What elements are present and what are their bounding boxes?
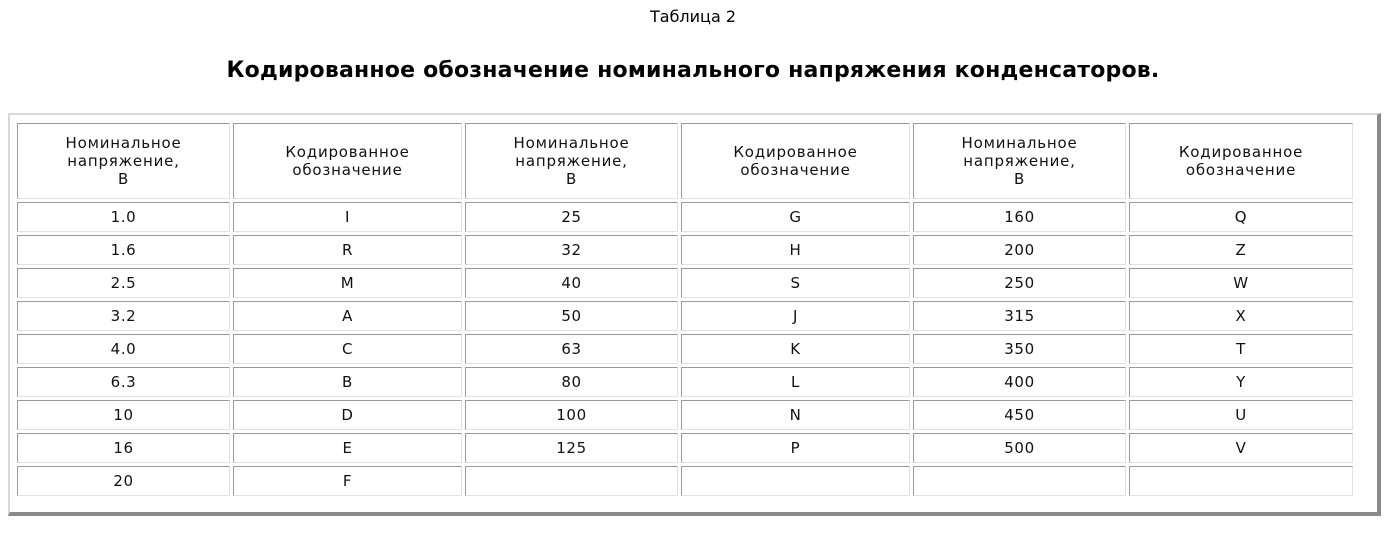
cell-code: I	[233, 202, 462, 232]
cell-voltage: 315	[913, 301, 1126, 331]
cell-voltage: 1.0	[17, 202, 230, 232]
header-line: В	[1013, 170, 1026, 188]
table-row	[17, 202, 1353, 232]
cell-code: S	[681, 268, 910, 298]
cell-code: A	[233, 301, 462, 331]
cell-voltage: 400	[913, 367, 1126, 397]
cell-voltage: 25	[465, 202, 678, 232]
header-line: Номинальное	[961, 134, 1078, 152]
header-coded-designation	[681, 123, 910, 199]
header-line: напряжение,	[67, 152, 180, 170]
cell-code: W	[1129, 268, 1353, 298]
cell-voltage: 40	[465, 268, 678, 298]
cell-voltage: 125	[465, 433, 678, 463]
header-coded-designation	[233, 123, 462, 199]
cell-code: Y	[1129, 367, 1353, 397]
cell-voltage: 500	[913, 433, 1126, 463]
cell-code: L	[681, 367, 910, 397]
cell-voltage: 160	[913, 202, 1126, 232]
header-nominal-voltage	[17, 123, 230, 199]
table-row	[17, 235, 1353, 265]
table-caption: Таблица 2	[649, 7, 737, 26]
cell-voltage: 6.3	[17, 367, 230, 397]
header-line: напряжение,	[515, 152, 628, 170]
header-line: Номинальное	[513, 134, 630, 152]
header-line: В	[117, 170, 130, 188]
cell-code: B	[233, 367, 462, 397]
header-nominal-voltage	[913, 123, 1126, 199]
cell-code: N	[681, 400, 910, 430]
cell-voltage: 4.0	[17, 334, 230, 364]
header-line: обозначение	[292, 161, 403, 179]
table-row	[17, 400, 1353, 430]
header-line: В	[565, 170, 578, 188]
table-row	[17, 268, 1353, 298]
cell-code: P	[681, 433, 910, 463]
header-line: Номинальное	[65, 134, 182, 152]
table-row	[17, 466, 1353, 496]
cell-code: H	[681, 235, 910, 265]
header-coded-designation	[1129, 123, 1353, 199]
table-row	[17, 334, 1353, 364]
cell-voltage: 250	[913, 268, 1126, 298]
cell-voltage: 100	[465, 400, 678, 430]
cell-voltage: 80	[465, 367, 678, 397]
cell-code: K	[681, 334, 910, 364]
cell-code: C	[233, 334, 462, 364]
cell-code: Q	[1129, 202, 1353, 232]
cell-code: U	[1129, 400, 1353, 430]
cell-code: M	[233, 268, 462, 298]
header-nominal-voltage	[465, 123, 678, 199]
cell-voltage: 350	[913, 334, 1126, 364]
cell-voltage: 50	[465, 301, 678, 331]
cell-voltage	[913, 466, 1126, 496]
voltage-code-table	[14, 120, 1356, 499]
header-line: обозначение	[740, 161, 851, 179]
cell-voltage: 10	[17, 400, 230, 430]
cell-code: G	[681, 202, 910, 232]
cell-code: V	[1129, 433, 1353, 463]
header-line: Кодированное	[733, 143, 858, 161]
cell-code	[681, 466, 910, 496]
table-row	[17, 433, 1353, 463]
cell-code: D	[233, 400, 462, 430]
cell-voltage: 32	[465, 235, 678, 265]
cell-voltage: 20	[17, 466, 230, 496]
cell-voltage: 2.5	[17, 268, 230, 298]
cell-voltage: 63	[465, 334, 678, 364]
cell-code: E	[233, 433, 462, 463]
cell-voltage: 200	[913, 235, 1126, 265]
header-line: напряжение,	[963, 152, 1076, 170]
cell-code: R	[233, 235, 462, 265]
cell-voltage	[465, 466, 678, 496]
table-row	[17, 367, 1353, 397]
cell-code	[1129, 466, 1353, 496]
header-line: Кодированное	[285, 143, 410, 161]
table-row	[17, 301, 1353, 331]
cell-voltage: 450	[913, 400, 1126, 430]
cell-code: Z	[1129, 235, 1353, 265]
table-frame	[8, 113, 1381, 516]
header-line: обозначение	[1185, 161, 1297, 179]
cell-voltage: 3.2	[17, 301, 230, 331]
cell-code: T	[1129, 334, 1353, 364]
cell-voltage: 1.6	[17, 235, 230, 265]
cell-code: F	[233, 466, 462, 496]
table-title: Кодированное обозначение номинального напряжения конденсаторов.	[226, 58, 1160, 83]
cell-voltage: 16	[17, 433, 230, 463]
cell-code: X	[1129, 301, 1353, 331]
table-header-row	[17, 123, 1353, 199]
header-line: Кодированное	[1178, 143, 1304, 161]
cell-code: J	[681, 301, 910, 331]
